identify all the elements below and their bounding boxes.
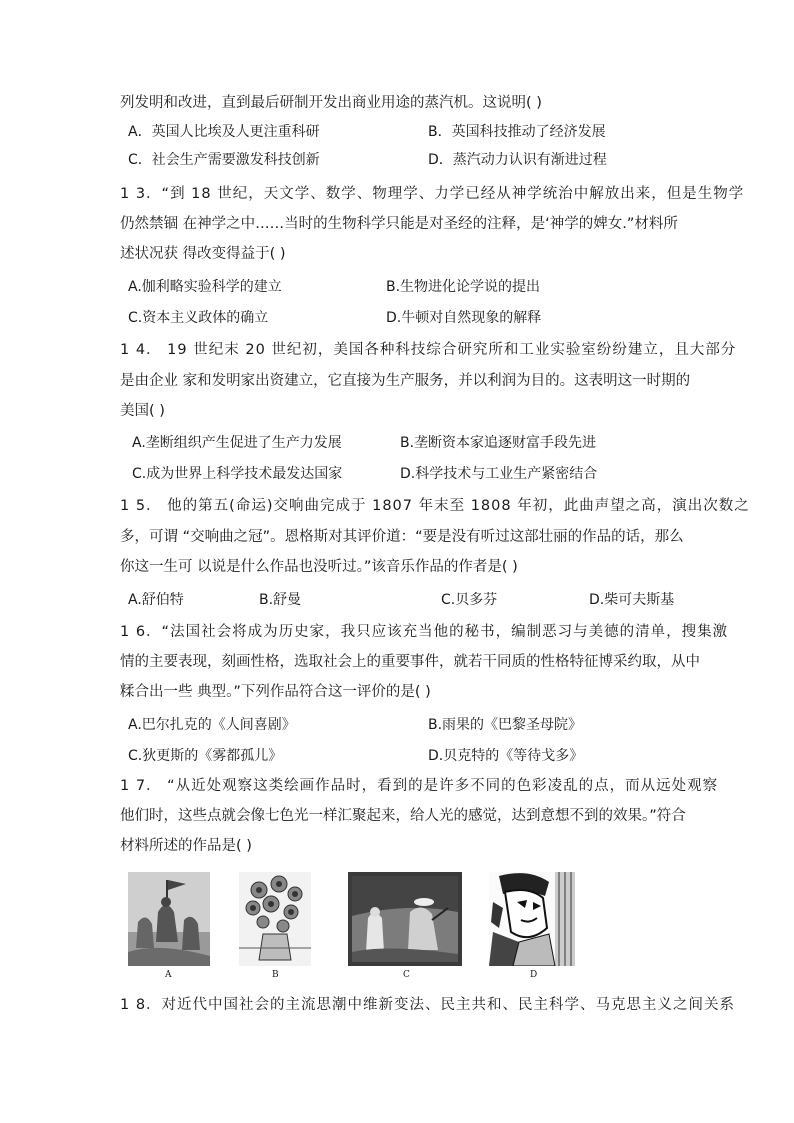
painting-d-caption: D: [530, 970, 538, 980]
q16-option-b: B.雨果的《巴黎圣母院》: [428, 717, 583, 733]
q16-stem-line-3: 糅合出一些 典型。”下列作品符合这一评价的是( ): [120, 684, 431, 700]
q16-stem-line-1: 1 6．“法国社会将成为历史家，我只应该充当他的秘书，编制恶习与美德的清单，搜集激: [120, 624, 729, 640]
painting-c-caption: C: [403, 970, 410, 980]
q15-option-a: A.舒伯特: [128, 592, 184, 608]
painting-liberty-leading-people-icon: [128, 872, 210, 966]
painting-a-caption: A: [165, 970, 172, 980]
q12-stem-tail: 列发明和改进，直到最后研制开发出商业用途的蒸汽机。这说明( ): [120, 95, 542, 111]
q12-option-d: D．蒸汽动力认识有渐进过程: [428, 152, 607, 168]
q13-stem-line-3: 述状况获 得改变得益于( ): [120, 246, 286, 262]
q17-stem-line-2: 他们时，这些点就会像七色光一样汇聚起来，给人光的感觉，达到意想不到的效果。”符合: [120, 808, 686, 824]
q14-option-d: D.科学技术与工业生产紧密结合: [400, 466, 598, 482]
q16-option-c: C.狄更斯的《雾都孤儿》: [128, 748, 283, 764]
painting-cubist-portrait-icon: [489, 872, 575, 966]
q12-option-a: A．英国人比埃及人更注重科研: [128, 124, 320, 140]
q16-option-d: D.贝克特的《等待戈多》: [428, 748, 584, 764]
q18-stem-line-1: 1 8．对近代中国社会的主流思潮中维新变法、民主共和、民主科学、马克思主义之间关系: [120, 997, 736, 1013]
q15-option-b: B.舒曼: [259, 592, 302, 608]
q16-stem-line-2: 情的主要表现，刻画性格，选取社会上的重要事件，就若干同质的性格特征博采约取，从中: [120, 654, 700, 670]
painting-sunflowers-vase-icon: [239, 872, 311, 966]
q15-stem-line-1: 1 5． 他的第五(命运)交响曲完成于 1807 年末至 1808 年初，此曲声望之高，演出次数之: [120, 498, 750, 514]
q13-option-a: A.伽利略实验科学的建立: [128, 279, 282, 295]
q15-stem-line-3: 你这一生可 以说是什么作品也没听过。”该音乐作品的作者是( ): [120, 559, 518, 575]
q15-option-d: D.柴可夫斯基: [589, 592, 675, 608]
q15-option-c: C.贝多芬: [441, 592, 498, 608]
q14-option-c: C.成为世界上科学技术最发达国家: [132, 466, 343, 482]
q13-option-c: C.资本主义政体的确立: [128, 310, 269, 326]
q12-option-c: C．社会生产需要激发科技创新: [128, 152, 320, 168]
painting-b-caption: B: [272, 970, 279, 980]
q17-stem-line-1: 1 7． “从近处观察这类绘画作品时，看到的是许多不同的色彩凌乱的点，而从远处观察: [120, 778, 719, 794]
q14-stem-line-2: 是由企业 家和发明家出资建立，它直接为生产服务，并以利润为目的。这表明这一时期的: [120, 373, 691, 389]
q13-option-b: B.生物进化论学说的提出: [386, 279, 541, 295]
q13-stem-line-2: 仍然禁锢 在神学之中……当时的生物科学只能是对圣经的注释，是‘神学的婢女.”材料所: [120, 216, 678, 232]
q13-option-d: D.牛顿对自然现象的解释: [386, 310, 542, 326]
q14-stem-line-3: 美国( ): [120, 403, 165, 419]
painting-stone-breakers-icon: [348, 872, 462, 966]
q14-option-b: B.垄断资本家追逐财富手段先进: [400, 435, 597, 451]
q17-stem-line-3: 材料所述的作品是( ): [120, 838, 252, 854]
q16-option-a: A.巴尔扎克的《人间喜剧》: [128, 717, 296, 733]
q14-stem-line-1: 1 4． 19 世纪末 20 世纪初，美国各种科技综合研究所和工业实验室纷纷建立，且大部分: [120, 342, 737, 358]
q13-stem-line-1: 1 3．“到 18 世纪，天文学、数学、物理学、力学已经从神学统治中解放出来，但是生物学: [120, 186, 745, 202]
q12-option-b: B．英国科技推动了经济发展: [428, 124, 606, 140]
q14-option-a: A.垄断组织产生促进了生产力发展: [132, 435, 342, 451]
q15-stem-line-2: 多，可谓 “交响曲之冠”。恩格斯对其评价道：“要是没有听过这部壮丽的作品的话，那么: [120, 529, 684, 545]
